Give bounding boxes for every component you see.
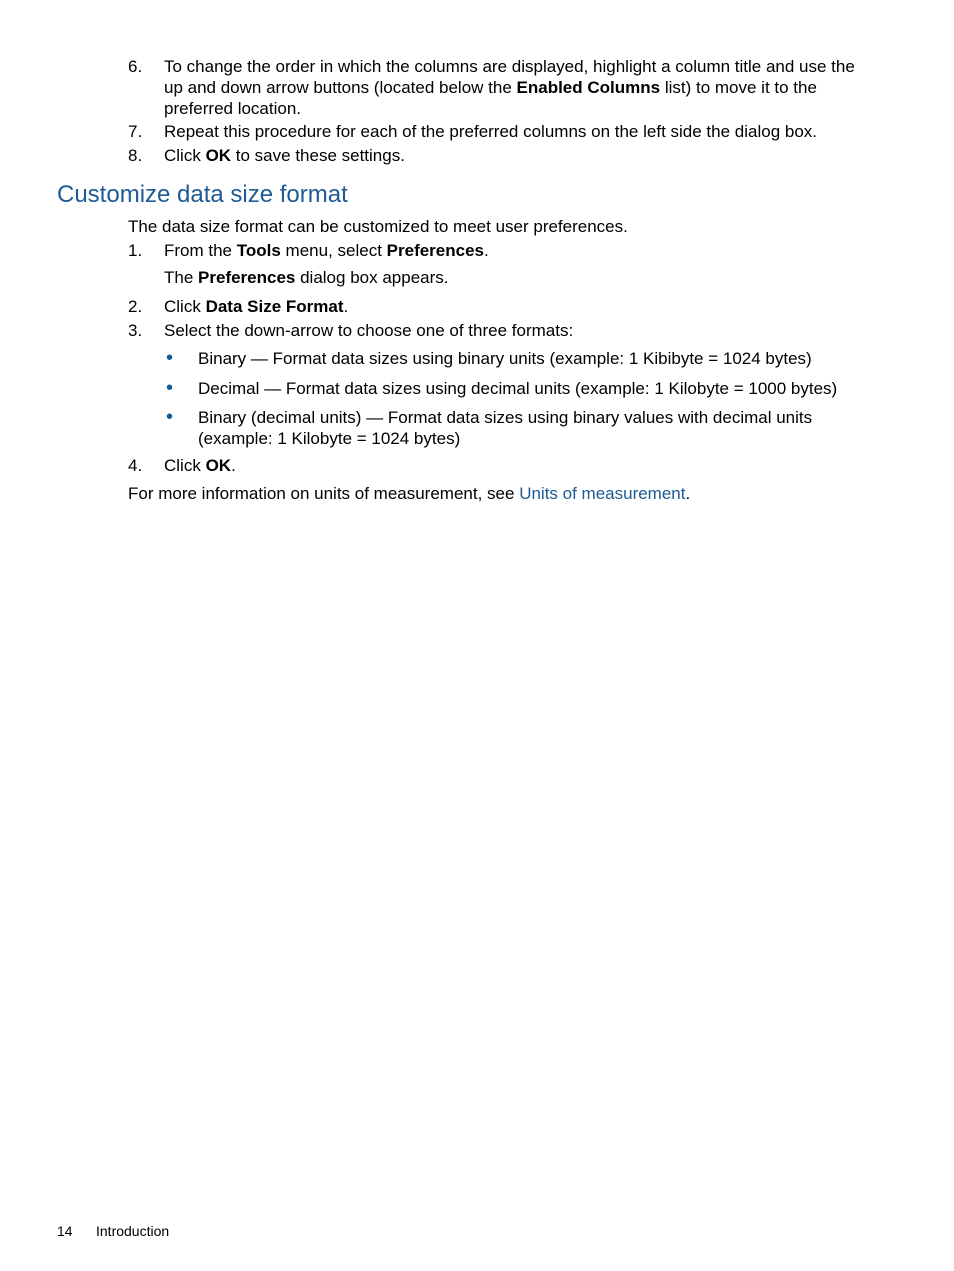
list-number: 1. <box>128 241 143 260</box>
ui-term-ok: OK <box>205 456 232 475</box>
more-info-paragraph: For more information on units of measurement, see Units of measurement. <box>128 484 691 503</box>
ui-term-preferences: Preferences <box>386 241 484 260</box>
page-number: 14 <box>57 1223 73 1239</box>
bullet-icon: • <box>166 377 174 399</box>
ui-term-tools: Tools <box>236 241 281 260</box>
list-number: 4. <box>128 456 143 475</box>
ui-term-data-size-format: Data Size Format <box>205 297 344 316</box>
list-item-text: Click OK to save these settings. <box>164 146 405 165</box>
list-number: 6. <box>128 57 143 76</box>
footer-section-name: Introduction <box>96 1223 170 1239</box>
bullet-icon: • <box>166 347 174 369</box>
ui-term-enabled-columns: Enabled Columns <box>516 78 661 97</box>
list-number: 3. <box>128 321 143 340</box>
bullet-icon: • <box>166 406 174 428</box>
list-item-text: Click Data Size Format. <box>164 297 349 316</box>
bullet-text: Binary (decimal units) — Format data sizes using binary values with decimal units (example: 1 Kilobyte = 1024 bytes) <box>198 408 813 448</box>
ui-term-ok: OK <box>205 146 232 165</box>
bullet-text: Decimal — Format data sizes using decimal units (example: 1 Kilobyte = 1000 bytes) <box>198 379 838 398</box>
bullet-text: Binary — Format data sizes using binary units (example: 1 Kibibyte = 1024 bytes) <box>198 349 812 368</box>
list-item-text: Click OK. <box>164 456 236 475</box>
list-item-text: From the Tools menu, select Preferences. <box>164 241 489 260</box>
section-heading: Customize data size format <box>57 181 348 208</box>
units-of-measurement-link[interactable]: Units of measurement <box>519 484 686 503</box>
list-number: 7. <box>128 122 143 141</box>
intro-paragraph: The data size format can be customized to meet user preferences. <box>128 217 628 236</box>
list-item-text: To change the order in which the columns are displayed, highlight a column title and use the up and down arrow buttons (located below the Enabled Columns list) to move it to the preferred location. <box>164 57 855 118</box>
list-number: 8. <box>128 146 143 165</box>
step-result-note: The Preferences dialog box appears. <box>164 268 449 287</box>
list-item-text: Select the down-arrow to choose one of three formats: <box>164 321 574 340</box>
list-item-text: Repeat this procedure for each of the preferred columns on the left side the dialog box. <box>164 122 818 141</box>
ui-term-preferences: Preferences <box>198 268 296 287</box>
list-number: 2. <box>128 297 143 316</box>
